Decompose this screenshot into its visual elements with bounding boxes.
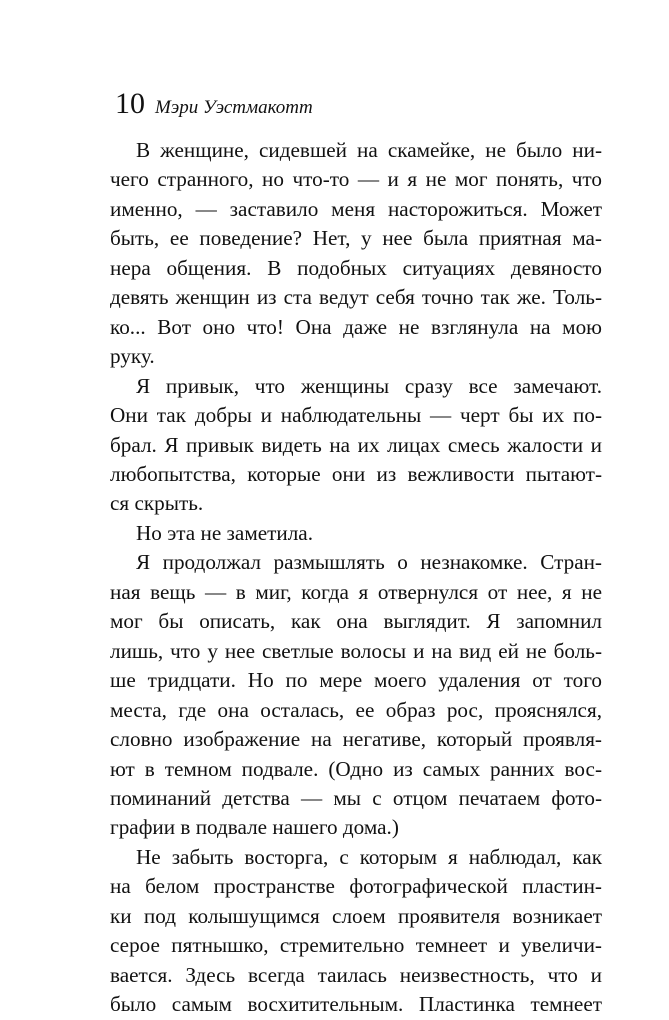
text-line: серое пятнышко, стремительно темнеет и увеличи- <box>110 933 602 958</box>
text-line: словно изображение на негативе, который проявля- <box>110 727 602 752</box>
text-line: вается. Здесь всегда таилась неизвестность, что и <box>110 962 602 987</box>
text-line: быть, ее поведение? Нет, у нее была приятная ма- <box>110 226 602 251</box>
text-line: В женщине, сидевшей на скамейке, не было ни- <box>136 138 602 162</box>
text-line: графии в подвале нашего дома.) <box>110 815 399 840</box>
text-line: на белом пространстве фотографической пластин- <box>110 874 602 899</box>
text-line: было самым восхитительным. Пластинка темнеет <box>110 992 602 1017</box>
body-text <box>110 136 602 1020</box>
text-line: девять женщин из ста ведут себя точно так же. Толь- <box>110 285 602 310</box>
text-line: ко... Вот оно что! Она даже не взглянула на мою <box>110 314 602 339</box>
text-line: ная вещь — в миг, когда я отвернулся от нее, я не <box>110 579 602 604</box>
text-line: Я продолжал размышлять о незнакомке. Стран- <box>136 550 602 575</box>
text-line: чего странного, но что-то — и я не мог понять, что <box>110 167 602 192</box>
text-line: нера общения. В подобных ситуациях девяносто <box>110 255 602 280</box>
author-name: Мэри Уэстмакотт <box>155 97 313 118</box>
page-number: 10 <box>115 87 145 120</box>
text-line: Я привык, что женщины сразу все замечают. <box>136 373 602 398</box>
text-line: ки под колышущимся слоем проявителя возникает <box>110 903 602 928</box>
text-line: мог бы описать, как она выглядит. Я запомнил <box>110 609 602 634</box>
text-line: ют в темном подвале. (Одно из самых ранних вос- <box>110 756 602 781</box>
text-line: брал. Я привык видеть на их лицах смесь жалости и <box>110 432 602 457</box>
text-line: руку. <box>110 344 155 369</box>
running-header <box>115 84 605 124</box>
text-line: ся скрыть. <box>110 491 204 516</box>
text-line: ше тридцати. Но по мере моего удаления от того <box>110 668 602 693</box>
text-line: поминаний детства — мы с отцом печатаем фото- <box>110 785 602 810</box>
text-line: места, где она осталась, ее образ рос, прояснялся, <box>110 697 602 722</box>
text-line: Они так добры и наблюдательны — черт бы их по- <box>110 403 602 428</box>
text-line: Но эта не заметила. <box>136 520 314 545</box>
text-line: любопытства, которые они из вежливости пытают- <box>110 461 602 486</box>
text-line: Не забыть восторга, с которым я наблюдал, как <box>136 844 602 869</box>
text-line: именно, — заставило меня насторожиться. Может <box>110 196 602 221</box>
text-line: лишь, что у нее светлые волосы и на вид ей не боль- <box>110 638 602 663</box>
